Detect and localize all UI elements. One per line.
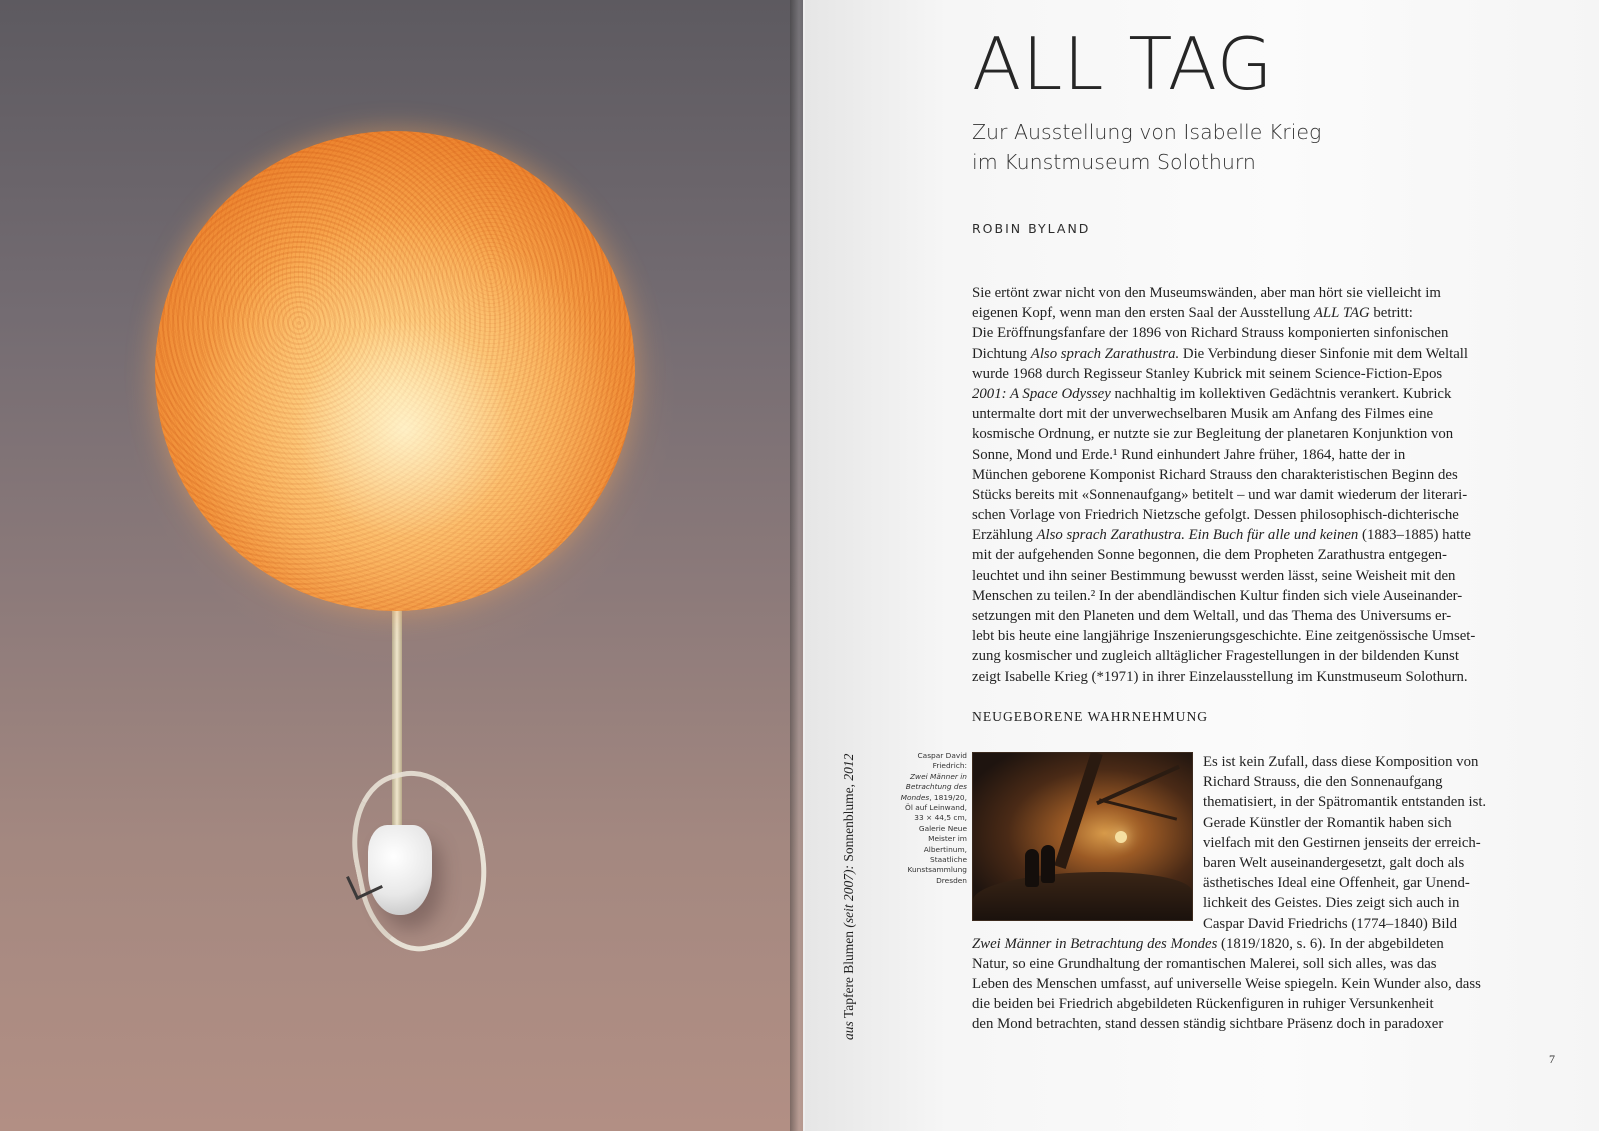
- credit-work: Sonnenblume,: [841, 783, 856, 862]
- body-line: Sonne, Mond und Erde.¹ Rund einhundert Jahre früher, 1864, hatte der in: [972, 446, 1406, 463]
- body-line: schen Vorlage von Friedrich Nietzsche gefolgt. Dessen philosophisch-dichterische: [972, 507, 1459, 524]
- section-line: Caspar David Friedrichs (1774–1840) Bild: [1203, 915, 1457, 932]
- section-line: lichkeit des Geistes. Dies zeigt sich auch in: [1203, 895, 1460, 912]
- section-line: thematisiert, in der Spätromantik entstanden ist.: [1203, 794, 1487, 811]
- photo-credit-vertical: [841, 754, 857, 1040]
- caption-line: Mondes, 1819/20,: [900, 792, 967, 802]
- caption-line: Öl auf Leinwand,: [905, 803, 967, 813]
- body-line: Die Eröffnungsfanfare der 1896 von Richard Strauss komponierten sinfonischen: [972, 325, 1449, 342]
- subtitle-line: im Kunstmuseum Solothurn: [972, 150, 1256, 174]
- body-line: Menschen zu teilen.² In der abendländischen Kultur finden sich viele Auseinander-: [972, 587, 1463, 604]
- credit-since: (seit 2007):: [841, 864, 856, 928]
- figure-caption: [871, 751, 967, 886]
- section-line: Zwei Männer in Betrachtung des Mondes (1819/1820, s. 6). In der abgebildeten: [972, 935, 1444, 952]
- body-line: Sie ertönt zwar nicht von den Museumswänden, aber man hört sie vielleicht im: [972, 285, 1441, 301]
- caption-line: Dresden: [936, 875, 967, 885]
- body-line: München geborene Komponist Richard Strauss den charakteristischen Beginn des: [972, 466, 1458, 483]
- body-line: kosmische Ordnung, er nutzte sie zur Begleitung der planetaren Konjunktion von: [972, 426, 1454, 443]
- subtitle-line: Zur Ausstellung von Isabelle Krieg: [972, 120, 1322, 144]
- caption-line: 33 × 44,5 cm,: [914, 813, 967, 823]
- caption-line: Staatliche: [930, 855, 967, 865]
- body-line: zung kosmischer und zugleich alltäglicher Fragestellungen in der bildenden Kunst: [972, 648, 1459, 665]
- caption-line: Albertinum,: [923, 844, 967, 854]
- caption-line: Betrachtung des: [905, 782, 967, 792]
- page-number: 7: [1549, 1052, 1555, 1066]
- body-line: Dichtung Also sprach Zarathustra. Die Verbindung dieser Sinfonie mit dem Weltall: [972, 345, 1468, 362]
- caption-line: Friedrich:: [932, 761, 967, 771]
- caption-line: Galerie Neue: [918, 823, 967, 833]
- section-line: Gerade Künstler der Romantik haben sich: [1203, 814, 1452, 831]
- section-line: Es ist kein Zufall, dass diese Komposition von: [1203, 754, 1479, 770]
- body-line: eigenen Kopf, wenn man den ersten Saal der Ausstellung ALL TAG betritt:: [972, 305, 1413, 322]
- section-line: Natur, so eine Grundhaltung der romantischen Malerei, soll sich alles, was das: [972, 955, 1437, 972]
- body-line: Erzählung Also sprach Zarathustra. Ein Buch für alle und keinen (1883–1885) hatte: [972, 527, 1471, 544]
- intro-paragraph: [972, 283, 1502, 687]
- credit-year: 2012: [841, 753, 856, 781]
- caption-line: Zwei Männer in: [909, 771, 967, 781]
- body-line: mit der aufgehenden Sonne begonnen, die dem Propheten Zarathustra entgegen-: [972, 547, 1447, 564]
- credit-prefix: aus: [841, 1021, 856, 1040]
- sun-globe-lamp: [155, 131, 635, 611]
- section-heading: NEUGEBORENE WAHRNEHMUNG: [972, 709, 1209, 724]
- section-line: Leben des Menschen umfasst, auf universelle Weise spiegeln. Kein Wunder also, dass: [972, 976, 1481, 993]
- caption-line: Kunstsammlung: [907, 865, 967, 875]
- body-line: 2001: A Space Odyssey nachhaltig im kollektiven Gedächtnis verankert. Kubrick: [972, 385, 1452, 402]
- section-line: Richard Strauss, die den Sonnenaufgang: [1203, 774, 1443, 791]
- body-line: lebt bis heute eine langjährige Inszenierungsgeschichte. Eine zeitgenössische Umset-: [972, 628, 1476, 645]
- body-line: Stücks bereits mit «Sonnenaufgang» betitelt – und war damit wiederum der literari-: [972, 486, 1468, 503]
- body-line: zeigt Isabelle Krieg (*1971) in ihrer Einzelausstellung im Kunstmuseum Solothurn.: [972, 668, 1468, 685]
- section-line: baren Welt auseinandergesetzt, galt doch als: [1203, 854, 1465, 871]
- section-line: ästhetisches Ideal eine Offenheit, gar Unend-: [1203, 875, 1470, 892]
- lamp-socket: [368, 825, 432, 915]
- section-line: den Mond betrachten, stand dessen ständig sichtbare Präsenz doch in paradoxer: [972, 1016, 1444, 1033]
- body-line: leuchtet und ihn seiner Bestimmung bewusst werden lässt, seine Weisheit mit den: [972, 567, 1456, 584]
- section-line: die beiden bei Friedrich abgebildeten Rückenfiguren in ruhiger Versunkenheit: [972, 996, 1434, 1013]
- caption-line: Caspar David: [917, 751, 967, 760]
- author-name: ROBIN BYLAND: [972, 221, 1091, 236]
- body-line: setzungen mit den Planeten und dem Weltall, und das Thema des Universums er-: [972, 608, 1452, 624]
- caption-line: Meister im: [928, 834, 967, 844]
- article-subtitle: [972, 117, 1532, 177]
- section-paragraph: [972, 752, 1512, 1035]
- text-page: [805, 0, 1599, 1131]
- section-line: vielfach mit den Gestirnen jenseits der erreich-: [1203, 834, 1481, 851]
- article-title: ALL TAG: [972, 22, 1274, 106]
- body-line: wurde 1968 durch Regisseur Stanley Kubrick mit seinem Science-Fiction-Epos: [972, 365, 1443, 382]
- credit-series: Tapfere Blumen: [841, 930, 856, 1019]
- body-line: untermalte dort mit der unverwechselbaren Musik am Anfang des Filmes eine: [972, 406, 1434, 423]
